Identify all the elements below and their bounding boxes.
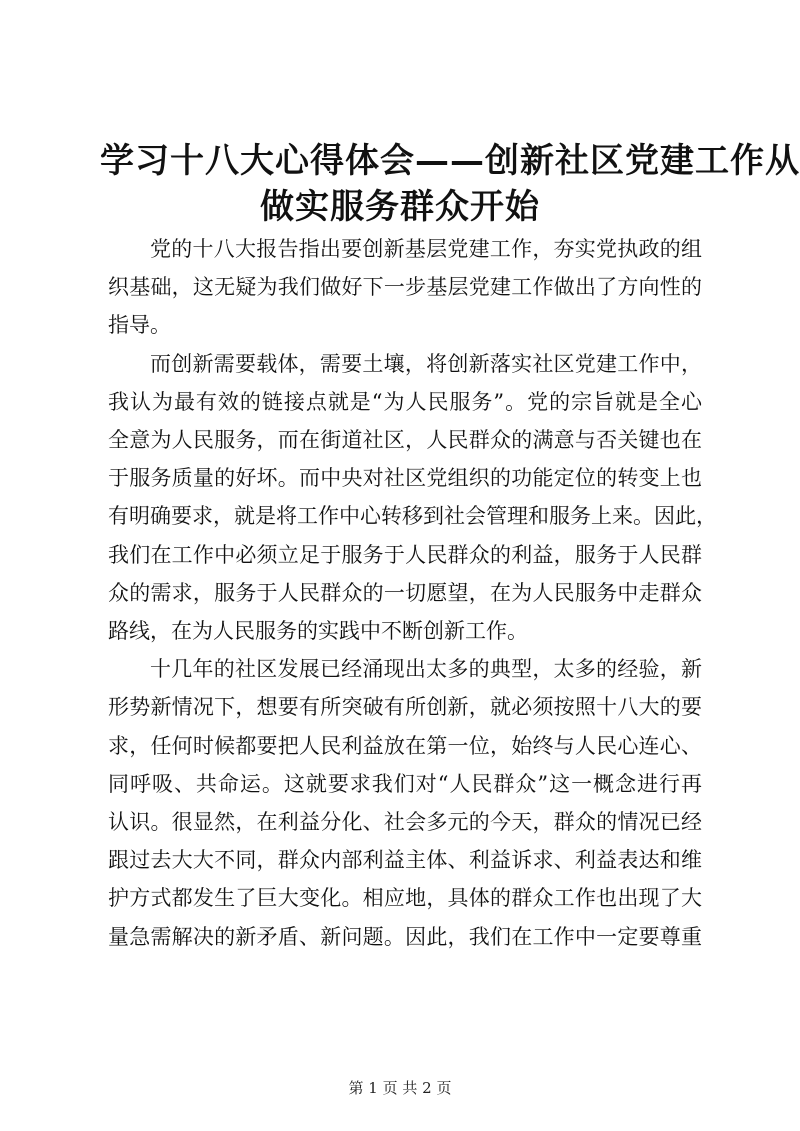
document-title	[100, 138, 800, 230]
title-line-2: 做实服务群众开始	[260, 187, 540, 227]
text-line: 众的需求，服务于人民群众的一切愿望，在为人民服务中走群众	[108, 580, 702, 605]
paragraph-1	[108, 230, 702, 345]
paragraph-2	[108, 345, 717, 651]
text-line: 而创新需要载体，需要土壤，将创新落实社区党建工作中，	[150, 351, 702, 376]
text-line: 我们在工作中必须立足于服务于人民群众的利益，服务于人民群	[108, 542, 702, 567]
text-line: 党的十八大报告指出要创新基层党建工作，夯实党执政的组	[150, 237, 702, 261]
text-line: 形势新情况下，想要有所突破有所创新，就必须按照十八大的要	[108, 695, 702, 720]
text-line: 我认为最有效的链接点就是“为人民服务”。党的宗旨就是全心	[108, 389, 702, 414]
title-line-1: 学习十八大心得体会——创新社区党建工作从	[100, 141, 800, 181]
text-line: 求，任何时候都要把人民利益放在第一位，始终与人民心连心、	[108, 733, 702, 758]
text-line: 十几年的社区发展已经涌现出太多的典型，太多的经验，新	[150, 657, 702, 682]
text-line: 跟过去大大不同，群众内部利益主体、利益诉求、利益表达和维	[108, 848, 702, 873]
text-line: 同呼吸、共命运。这就要求我们对“人民群众”这一概念进行再	[108, 771, 702, 796]
text-line: 认识。很显然，在利益分化、社会多元的今天，群众的情况已经	[108, 810, 702, 835]
text-line: 于服务质量的好坏。而中央对社区党组织的功能定位的转变上也	[108, 466, 702, 491]
page-footer: 第 1 页 共 2 页	[348, 1079, 452, 1097]
text-line: 指导。	[108, 313, 171, 338]
text-line: 路线，在为人民服务的实践中不断创新工作。	[108, 619, 528, 644]
paragraph-3	[108, 650, 702, 956]
text-line: 护方式都发生了巨大变化。相应地，具体的群众工作也出现了大	[108, 886, 702, 911]
text-line: 有明确要求，就是将工作中心转移到社会管理和服务上来。因此，	[108, 504, 717, 529]
text-line: 全意为人民服务，而在街道社区，人民群众的满意与否关键也在	[108, 428, 702, 453]
document-body	[108, 230, 717, 956]
text-line: 织基础，这无疑为我们做好下一步基层党建工作做出了方向性的	[108, 275, 702, 300]
text-line: 量急需解决的新矛盾、新问题。因此，我们在工作中一定要尊重	[108, 924, 702, 949]
